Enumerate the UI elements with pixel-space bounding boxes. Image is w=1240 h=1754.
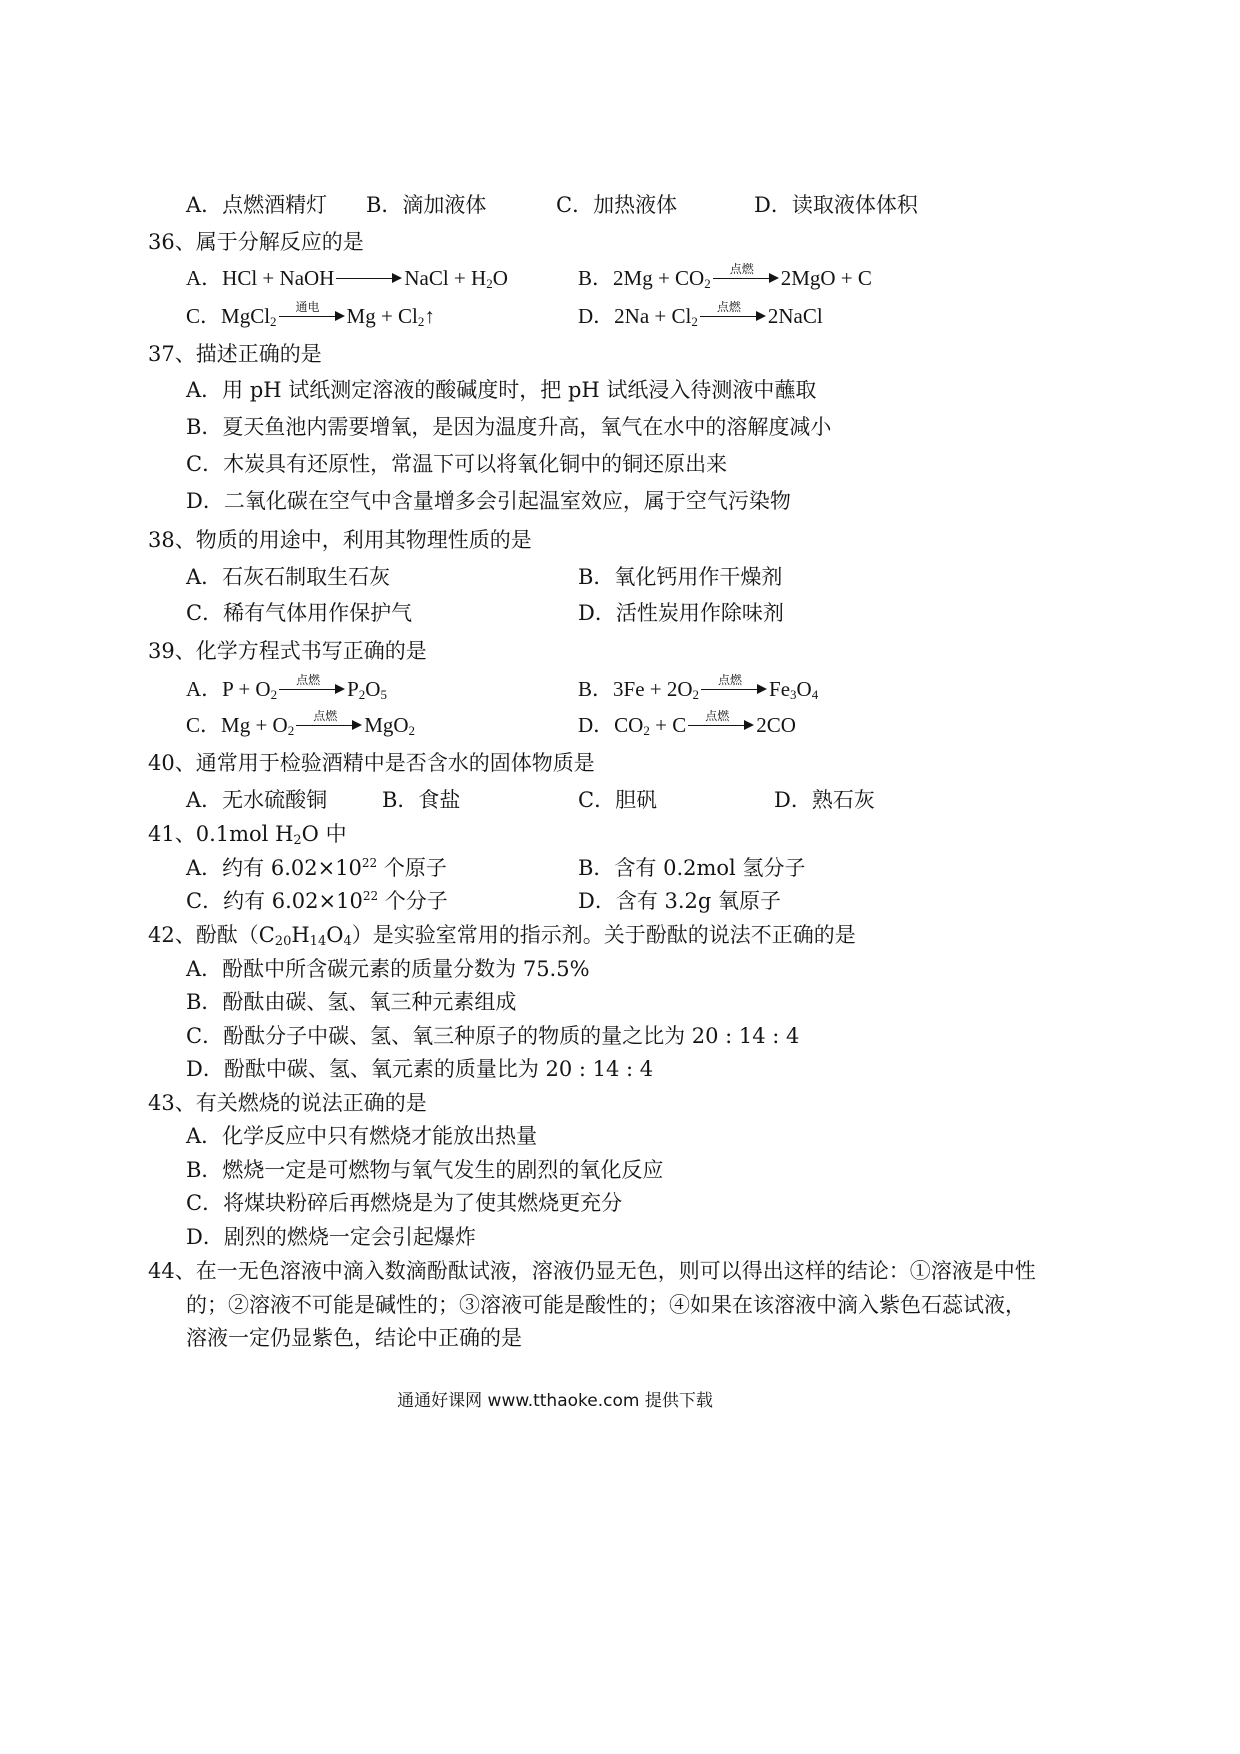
q35-option-d: D．读取液体体积 — [754, 193, 918, 217]
q42-stem: 42、酚酞$(C_{20}H_{14}O_4)$是实验室常用的指示剂。关于酚酞的说法不正确的是 — [148, 923, 856, 949]
q39-stem: 39、化学方程式书写正确的是 — [148, 639, 427, 663]
q40-option-c: C．胆矾 — [578, 788, 658, 812]
q44-stem-line1: 44、在一无色溶液中滴入数滴酚酞试液，溶液仍显无色，则可以得出这样的结论：①溶液是中性 — [148, 1259, 1036, 1283]
q44-stem-line2: 的；②溶液不可能是碱性的；③溶液可能是酸性的；④如果在该溶液中滴入紫色石蕊试液， — [186, 1293, 1026, 1317]
q38-option-c: C．稀有气体用作保护气 — [186, 601, 413, 625]
q39-option-b: B．$3Fe + 2O_2$ 点燃 $Fe_3O_4$ — [578, 673, 819, 702]
q37-option-c: C．木炭具有还原性，常温下可以将氧化铜中的铜还原出来 — [186, 452, 728, 476]
reaction-arrow: 点燃 — [713, 270, 779, 284]
reaction-arrow: 通电 — [279, 308, 345, 322]
q39-option-c: C．$Mg + O_2$ 点燃 MgO$_2$ — [186, 709, 416, 738]
q35-option-a: A．点燃酒精灯 — [186, 193, 328, 217]
q41-option-a: A．约有 $6.02\times 10^{22}$ 个原子 — [186, 856, 447, 880]
reaction-arrow: 点燃 — [701, 681, 767, 695]
q39-option-d: D．$CO_2 + C$ 点燃 2CO — [578, 709, 796, 738]
q38-option-d: D．活性炭用作除味剂 — [578, 601, 784, 625]
q36-stem: 36、属于分解反应的是 — [148, 230, 364, 254]
q41-option-b: B．含有 0.2mol 氢分子 — [578, 856, 806, 880]
q43-stem: 43、有关燃烧的说法正确的是 — [148, 1091, 427, 1115]
q35-option-c: C．加热液体 — [556, 193, 678, 217]
q36-option-d: D．$2Na + Cl_2$ 点燃 2NaCl — [578, 300, 823, 329]
q43-option-b: B．燃烧一定是可燃物与氧气发生的剧烈的氧化反应 — [186, 1158, 664, 1182]
q41-option-c: C．约有 $6.02\times 10^{22}$ 个分子 — [186, 889, 448, 913]
q39-option-a: A．$P + O_2$ 点燃 $P_2O_5$ — [186, 673, 387, 702]
q40-option-a: A．无水硫酸铜 — [186, 788, 328, 812]
q35-option-b: B．滴加液体 — [366, 193, 487, 217]
q43-option-c: C．将煤块粉碎后再燃烧是为了使其燃烧更充分 — [186, 1191, 623, 1215]
q36-option-c: C．MgCl$_2$ 通电 $Mg + Cl_2↑$ — [186, 300, 435, 329]
q37-option-a: A．用 pH 试纸测定溶液的酸碱度时，把 pH 试纸浸入待测液中蘸取 — [186, 378, 817, 402]
q44-stem-line3: 溶液一定仍显紫色，结论中正确的是 — [186, 1326, 522, 1350]
q37-option-d: D．二氧化碳在空气中含量增多会引起温室效应，属于空气污染物 — [186, 489, 791, 513]
q36-option-a: A．HCl + NaOH NaCl + $H_2O$ — [186, 266, 508, 291]
q38-option-a: A．石灰石制取生石灰 — [186, 565, 391, 589]
q42-option-b: B．酚酞由碳、氢、氧三种元素组成 — [186, 990, 517, 1014]
q40-stem: 40、通常用于检验酒精中是否含水的固体物质是 — [148, 751, 595, 775]
q37-stem: 37、描述正确的是 — [148, 342, 322, 366]
reaction-arrow: 点燃 — [279, 681, 345, 695]
reaction-arrow: 点燃 — [700, 308, 766, 322]
q41-stem: 41、0.1mol $H_2O$ 中 — [148, 822, 347, 848]
reaction-arrow — [336, 270, 402, 284]
reaction-arrow: 点燃 — [296, 717, 362, 731]
q41-option-d: D．含有 3.2g 氧原子 — [578, 889, 782, 913]
q43-option-d: D．剧烈的燃烧一定会引起爆炸 — [186, 1225, 476, 1249]
q43-option-a: A．化学反应中只有燃烧才能放出热量 — [186, 1124, 538, 1148]
page-footer: 通通好课网 www.tthaoke.com 提供下载 — [397, 1391, 713, 1411]
q37-option-b: B．夏天鱼池内需要增氧，是因为温度升高，氧气在水中的溶解度减小 — [186, 415, 832, 439]
q42-option-a: A．酚酞中所含碳元素的质量分数为 75.5% — [186, 957, 590, 981]
q40-option-d: D．熟石灰 — [774, 788, 875, 812]
q40-option-b: B．食盐 — [382, 788, 461, 812]
q36-option-b: B．$2Mg + CO_2$ 点燃 2MgO + C — [578, 262, 872, 291]
reaction-arrow: 点燃 — [688, 717, 754, 731]
q42-option-c: C．酚酞分子中碳、氢、氧三种原子的物质的量之比为 20 : 14 : 4 — [186, 1024, 800, 1048]
q38-option-b: B．氧化钙用作干燥剂 — [578, 565, 783, 589]
q42-option-d: D．酚酞中碳、氢、氧元素的质量比为 20 : 14 : 4 — [186, 1057, 654, 1081]
q38-stem: 38、物质的用途中，利用其物理性质的是 — [148, 528, 532, 552]
